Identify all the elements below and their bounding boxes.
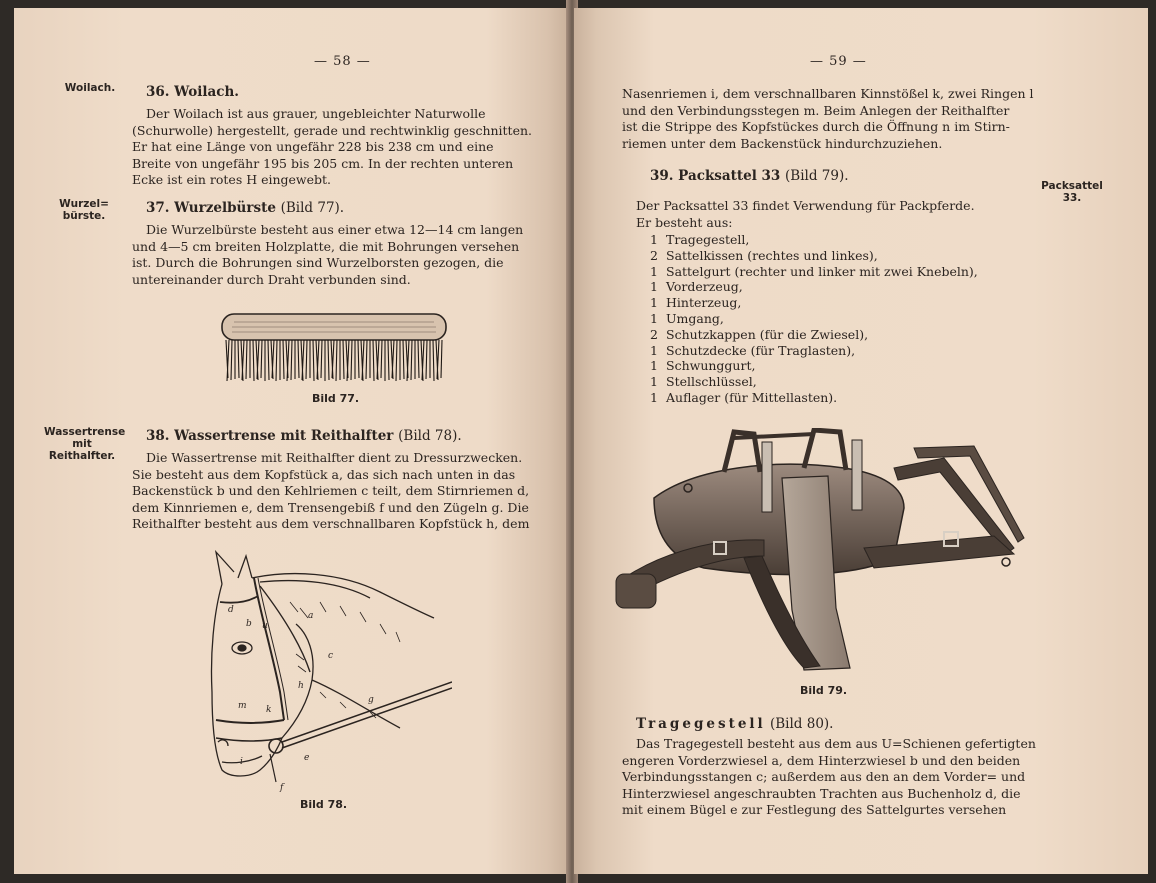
parts-list-quantity: 1 xyxy=(650,279,658,295)
parts-list-quantity: 2 xyxy=(650,247,658,263)
fig78-letter-h: h xyxy=(298,681,304,691)
parts-list-item xyxy=(650,232,978,248)
fig78-letter-c: c xyxy=(328,651,334,661)
fig78-letter-d: d xyxy=(228,605,234,615)
parts-list-quantity: 1 xyxy=(650,295,658,311)
margin-note-wurzelbuerste: Wurzel= bürste. xyxy=(59,198,109,222)
parts-list-item xyxy=(650,390,978,406)
parts-list-quantity: 1 xyxy=(650,310,658,326)
section-text-39-intro: Der Packsattel 33 findet Verwendung für Packpferde. Er besteht aus: xyxy=(636,198,975,230)
left-page xyxy=(14,8,570,874)
parts-list-item xyxy=(650,264,978,280)
parts-list-text: Schwunggurt, xyxy=(666,358,756,374)
fig78-letter-f: f xyxy=(280,783,284,792)
parts-list-quantity: 1 xyxy=(650,389,658,405)
parts-list-text: Schutzkappen (für die Zwiesel), xyxy=(666,326,869,342)
section-text-38-continued: Nasenriemen i, dem verschnallbaren Kinnstößel k, zwei Ringen l und den Verbindungsstegen m. Beim Anlegen der Reithalfter ist die Strippe des Kopfstückes durch die Öffnung n im Stirn- riemen unter dem Backenstück hindurchzuziehen. xyxy=(622,86,1034,151)
parts-list-item xyxy=(650,358,978,374)
parts-list-text: Sattelkissen (rechtes und linkes), xyxy=(666,247,878,263)
margin-note-packsattel: Packsattel 33. xyxy=(1041,180,1103,204)
brush-illustration xyxy=(214,310,454,384)
figure-caption-77: Bild 77. xyxy=(312,392,360,405)
margin-note-wassertrense: Wassertrense mit Reithalfter. xyxy=(44,426,126,462)
section-text-36: Der Woilach ist aus grauer, ungebleichter Naturwolle (Schurwolle) hergestellt, gerade und rechtwinklig geschnitten. Er hat eine Länge von ungefähr 228 bis 238 cm und eine Breite von ungefähr 195 bis 205 cm. In der rechten unteren Ecke ist ein rotes H eingewebt. xyxy=(132,106,533,188)
section-heading-36: 36. Woilach. xyxy=(146,84,239,100)
parts-list-text: Vorderzeug, xyxy=(666,279,743,295)
parts-list-item xyxy=(650,374,978,390)
parts-list-quantity: 1 xyxy=(650,232,658,247)
fig78-letter-k: k xyxy=(266,705,272,715)
parts-list-item xyxy=(650,311,978,327)
fig78-letter-m: m xyxy=(238,701,247,711)
section-heading-39: 39. Packsattel 33 (Bild 79). xyxy=(650,168,849,184)
parts-list xyxy=(650,232,978,406)
fig78-letter-g: g xyxy=(368,695,374,705)
section-heading-tragegestell: Tragegestell (Bild 80). xyxy=(636,716,834,732)
parts-list-quantity: 2 xyxy=(650,326,658,342)
parts-list-item xyxy=(650,248,978,264)
right-page xyxy=(574,8,1148,874)
section-text-38: Die Wassertrense mit Reithalfter dient zu Dressurzwecken. Sie besteht aus dem Kopfstück a, das sich nach unten in das Backenstück b und den Kehlriemen c teilt, dem Stirnriemen d, dem Kinnriemen e, dem Trensengebiß f und den Zügeln g. Die Reithalfter besteht aus dem verschnallbaren Kopfstück h, dem xyxy=(132,450,530,532)
parts-list-item xyxy=(650,279,978,295)
parts-list-quantity: 1 xyxy=(650,263,658,279)
figure-caption-78: Bild 78. xyxy=(300,798,348,811)
page-number: — 59 — xyxy=(810,54,867,69)
section-heading-37: 37. Wurzelbürste (Bild 77). xyxy=(146,200,345,216)
parts-list-item xyxy=(650,343,978,359)
section-text-37: Die Wurzelbürste besteht aus einer etwa 12—14 cm langen und 4—5 cm breiten Holzplatte, die mit Bohrungen versehen ist. Durch die Bohrungen sind Wurzelborsten gezogen, die untereinander durch Draht verbunden sind. xyxy=(132,222,524,287)
parts-list-quantity: 1 xyxy=(650,374,658,390)
pack-saddle-illustration xyxy=(614,428,1034,678)
parts-list-item xyxy=(650,327,978,343)
parts-list-text: Sattelgurt (rechter und linker mit zwei Knebeln), xyxy=(666,263,978,279)
page-number: — 58 — xyxy=(314,54,371,69)
parts-list-text: Hinterzeug, xyxy=(666,295,742,311)
horse-head-illustration xyxy=(200,542,452,792)
figure-caption-79: Bild 79. xyxy=(800,684,848,697)
parts-list-text: Tragegestell, xyxy=(666,232,750,247)
fig78-letter-a: a xyxy=(308,611,314,621)
parts-list-quantity: 1 xyxy=(650,342,658,358)
fig78-letter-u: u xyxy=(262,621,268,631)
margin-note-woilach: Woilach. xyxy=(64,82,116,94)
fig78-letter-e: e xyxy=(304,753,310,763)
parts-list-text: Schutzdecke (für Traglasten), xyxy=(666,342,856,358)
parts-list-quantity: 1 xyxy=(650,358,658,374)
parts-list-text: Umgang, xyxy=(666,310,724,326)
parts-list-text: Stellschlüssel, xyxy=(666,374,757,390)
fig78-letter-i: i xyxy=(240,757,243,767)
parts-list-item xyxy=(650,295,978,311)
fig78-letter-b: b xyxy=(246,619,252,629)
parts-list-text: Auflager (für Mittellasten). xyxy=(666,389,838,405)
section-text-tragegestell: Das Tragegestell besteht aus dem aus U=Schienen gefertigten engeren Vorderzwiesel a, dem Hinterzwiesel b und den beiden Verbindungsstangen c; außerdem aus den an dem Vorder= und Hinterzwiesel angeschraubten Trachten aus Buchenholz d, die mit einem Bügel e zur Festlegung des Sattelgurtes versehen xyxy=(622,736,1036,818)
section-heading-38: 38. Wassertrense mit Reithalfter (Bild 78). xyxy=(146,428,462,444)
